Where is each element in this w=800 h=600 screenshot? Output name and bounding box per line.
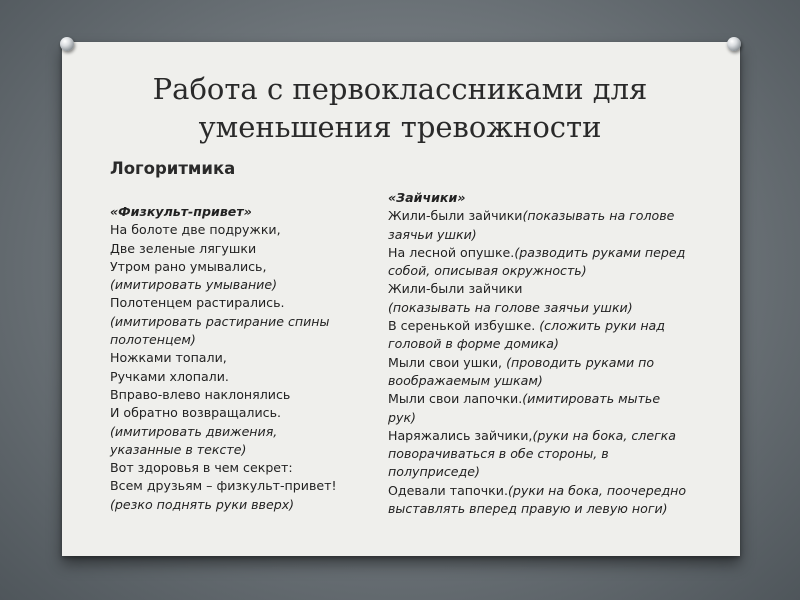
poem-line <box>388 189 723 207</box>
poem-segment: (показывать на голове <box>522 208 675 224</box>
poem-segment: (руки на бока, слегка <box>532 427 677 443</box>
poem-segment: (разводить руками перед <box>514 244 686 260</box>
poem-segment: На лесной опушке. <box>388 244 515 260</box>
poem-segment: Мыли свои лапочки. <box>388 391 523 407</box>
poem-segment: воображаемым ушкам) <box>388 372 543 388</box>
pin-right-icon <box>727 37 741 51</box>
poem-line <box>388 280 723 298</box>
poem-line <box>388 317 723 335</box>
poem-line: И обратно возвращались. <box>110 405 282 421</box>
poem-line: Ножками топали, <box>110 350 227 366</box>
poem-line: (резко поднять руки вверх) <box>110 496 295 512</box>
poem-line <box>388 299 723 317</box>
pin-left-icon <box>60 37 74 51</box>
poem-segment: головой в форме домика) <box>388 336 559 352</box>
poem-line: На болоте две подружки, <box>110 222 281 238</box>
poem-line <box>388 335 723 353</box>
poem-segment: (проводить руками по <box>506 354 655 370</box>
poem-segment: Мыли свои ушки, <box>388 354 507 370</box>
poem-line: Вот здоровья в чем секрет: <box>110 460 293 476</box>
poem-line: (имитировать движения, <box>110 423 278 439</box>
poem-line: Ручками хлопали. <box>110 368 229 384</box>
poem-segment: поворачиваться в обе стороны, в <box>388 446 609 462</box>
poem-line <box>388 226 723 244</box>
poem-line: Утром рано умывались, <box>110 258 267 274</box>
poem-segment: (сложить руки над <box>539 318 665 334</box>
poem-line <box>388 354 723 372</box>
poem-segment: (имитировать мытье <box>522 391 661 407</box>
poem-line <box>388 262 723 280</box>
poem-segment: «Зайчики» <box>388 190 466 205</box>
poem-segment: (показывать на голове заячьи ушки) <box>388 299 633 315</box>
poem-line <box>388 427 723 445</box>
poem-segment: собой, описывая окружность) <box>388 263 587 279</box>
poem-line: Вправо-влево наклонялись <box>110 386 291 402</box>
poem-segment: рук) <box>388 409 416 425</box>
poem-line: полотенцем) <box>110 332 196 348</box>
poem-line <box>388 482 723 500</box>
poem-line <box>388 463 723 481</box>
poem-line <box>388 207 723 225</box>
slide-title-line-1: Работа с первоклассниками для <box>152 72 648 106</box>
poem-segment: Жили-были зайчики <box>388 208 523 224</box>
poem-line: Всем друзьям – физкульт-привет! <box>110 478 337 494</box>
poem-line <box>388 372 723 390</box>
poem-line: указанные в тексте) <box>110 441 247 457</box>
poem-segment: Жили-были зайчики <box>388 281 523 297</box>
poem-segment: заячьи ушки) <box>388 226 477 242</box>
poem-line: Две зеленые лягушки <box>110 240 257 256</box>
left-poem <box>110 203 375 514</box>
poem-line: (имитировать умывание) <box>110 277 278 293</box>
slide-title-line-2: уменьшения тревожности <box>198 110 602 144</box>
poem-segment: Одевали тапочки. <box>388 482 508 498</box>
poem-line <box>388 244 723 262</box>
poem-segment: Наряжались зайчики, <box>388 427 533 443</box>
right-poem <box>388 189 723 518</box>
poem-segment: (руки на бока, поочередно <box>507 482 687 498</box>
poem-segment: полуприседе) <box>388 464 480 480</box>
poem-line: Полотенцем растирались. <box>110 295 285 311</box>
poem-line: (имитировать растирание спины <box>110 313 330 329</box>
poem-line <box>388 390 723 408</box>
poem-segment: В серенькой избушке. <box>388 318 540 334</box>
poem-line: «Физкульт-привет» <box>110 204 252 219</box>
slide-subtitle: Логоритмика <box>110 159 236 178</box>
slide-title <box>0 70 800 146</box>
poem-line <box>388 500 723 518</box>
poem-line <box>388 409 723 427</box>
poem-segment: выставлять вперед правую и левую ноги) <box>388 501 668 517</box>
poem-line <box>388 445 723 463</box>
